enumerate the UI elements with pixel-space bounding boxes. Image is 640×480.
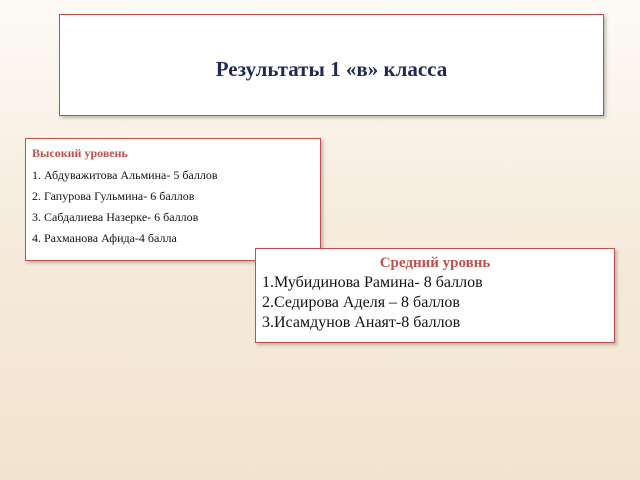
high-level-list xyxy=(32,165,314,249)
list-item: 1. Абдуважитова Альмина- 5 баллов xyxy=(32,168,218,182)
slide-title: Результаты 1 «в» класса xyxy=(215,56,448,81)
list-item: 3. Сабдалиева Назерке- 6 баллов xyxy=(32,210,199,224)
middle-level-box xyxy=(255,248,615,343)
list-item: 3.Исамдунов Анаят-8 баллов xyxy=(262,314,461,331)
list-item: 4. Рахманова Афида-4 балла xyxy=(32,231,177,245)
middle-level-heading: Средний уровнь xyxy=(379,255,491,271)
list-item: 1.Мубидинова Рамина- 8 баллов xyxy=(262,274,483,291)
high-level-box xyxy=(25,138,321,261)
middle-level-list xyxy=(262,273,608,333)
list-item: 2.Седирова Аделя – 8 баллов xyxy=(262,294,460,311)
list-item: 2. Гапурова Гульмина- 6 баллов xyxy=(32,189,195,203)
high-level-heading: Высокий уровень xyxy=(32,146,128,160)
title-box xyxy=(59,14,604,116)
